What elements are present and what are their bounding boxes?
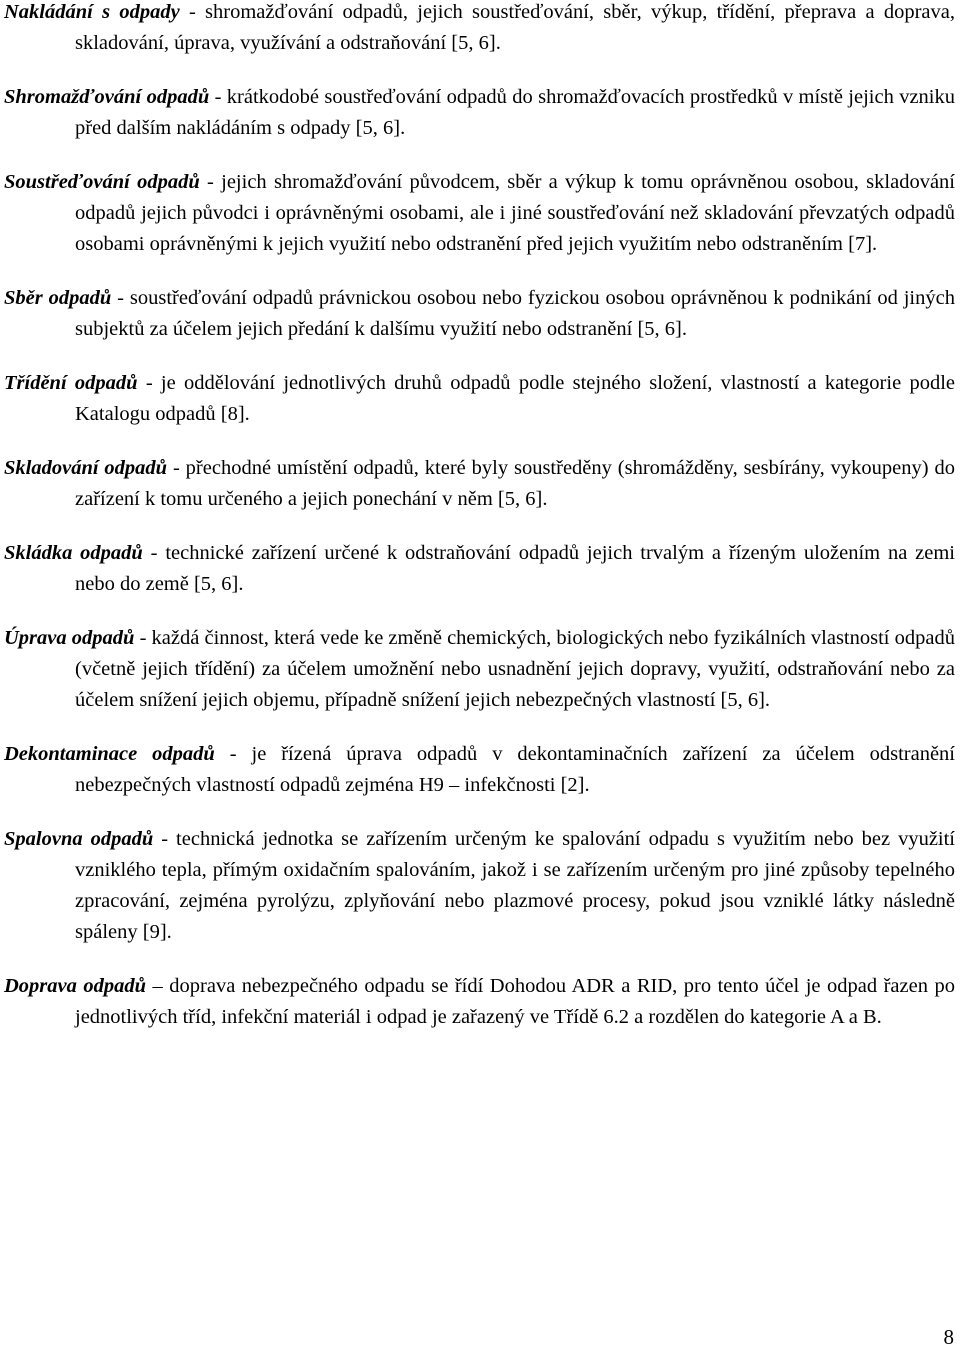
definition-term: Nakládání s odpady — [4, 1, 180, 23]
definition-term: Třídění odpadů — [4, 372, 138, 394]
definition-entry — [4, 824, 955, 948]
page-number: 8 — [943, 1325, 954, 1349]
definition-text: - je řízená úprava odpadů v dekontaminačních zařízení za účelem odstranění nebezpečných vlastností odpadů zejména H9 – infekčnosti [2]. — [75, 743, 955, 796]
definition-term: Sběr odpadů — [4, 287, 112, 309]
definition-text: - je oddělování jednotlivých druhů odpadů podle stejného složení, vlastností a kategorie podle Katalogu odpadů [8]. — [75, 372, 955, 425]
definition-entry — [4, 283, 955, 345]
definition-entry — [4, 167, 955, 260]
definition-entry — [4, 453, 955, 515]
definition-text: - krátkodobé soustřeďování odpadů do shromažďovacích prostředků v místě jejich vzniku před dalším nakládáním s odpady [5, 6]. — [75, 86, 955, 139]
definition-entry — [4, 0, 955, 59]
definition-term: Skladování odpadů — [4, 457, 168, 479]
definition-term: Dekontaminace odpadů — [4, 743, 215, 765]
definition-term: Spalovna odpadů — [4, 828, 154, 850]
definition-entry — [4, 82, 955, 144]
definition-term: Shromažďování odpadů — [4, 86, 210, 108]
definition-entry — [4, 538, 955, 600]
definition-text: - shromažďování odpadů, jejich soustřeďování, sběr, výkup, třídění, přeprava a doprava, skladování, úprava, využívání a odstraňování [5, 6]. — [75, 1, 955, 54]
definition-text: - přechodné umístění odpadů, které byly soustředěny (shromážděny, sesbírány, vykoupeny) do zařízení k tomu určeného a jejich ponechání v něm [5, 6]. — [75, 457, 955, 510]
definition-text: – doprava nebezpečného odpadu se řídí Dohodou ADR a RID, pro tento účel je odpad řazen po jednotlivých tříd, infekční materiál i odpad je zařazený ve Třídě 6.2 a rozdělen do kategorie A a B. — [75, 975, 955, 1028]
document-page — [4, 0, 955, 1033]
definition-entry — [4, 971, 955, 1033]
definition-entry — [4, 368, 955, 430]
definition-text: - soustřeďování odpadů právnickou osobou nebo fyzickou osobou oprávněnou k podnikání od jiných subjektů za účelem jejich předání k dalšímu využití nebo odstranění [5, 6]. — [75, 287, 955, 340]
definition-text: - jejich shromažďování původcem, sběr a výkup k tomu oprávněnou osobou, skladování odpadů jejich původci i oprávněnými osobami, ale i jiné soustřeďování než skladování převzatých odpadů osobami oprávněnými k jejich využití nebo odstranění před jejich využitím nebo odstraněním [7]. — [75, 171, 955, 255]
definition-term: Soustřeďování odpadů — [4, 171, 200, 193]
definition-entry — [4, 739, 955, 801]
definition-term: Skládka odpadů — [4, 542, 143, 564]
definition-text: - technické zařízení určené k odstraňování odpadů jejich trvalým a řízeným uložením na zemi nebo do země [5, 6]. — [75, 542, 955, 595]
definition-term: Doprava odpadů — [4, 975, 147, 997]
definition-text: - každá činnost, která vede ke změně chemických, biologických nebo fyzikálních vlastností odpadů (včetně jejich třídění) za účelem umožnění nebo usnadnění jejich dopravy, využití, odstraňování nebo za účelem snížení jejich objemu, případně snížení jejich nebezpečných vlastností [5, 6]. — [75, 627, 955, 711]
definition-entry — [4, 623, 955, 716]
definition-term: Úprava odpadů — [4, 627, 135, 649]
definition-text: - technická jednotka se zařízením určeným ke spalování odpadu s využitím nebo bez využití vzniklého tepla, přímým oxidačním spalováním, jakož i se zařízením určeným pro jiné způsoby tepelného zpracování, zejména pyrolýzu, zplyňování nebo plazmové procesy, pokud jsou vzniklé látky následně spáleny [9]. — [75, 828, 956, 943]
